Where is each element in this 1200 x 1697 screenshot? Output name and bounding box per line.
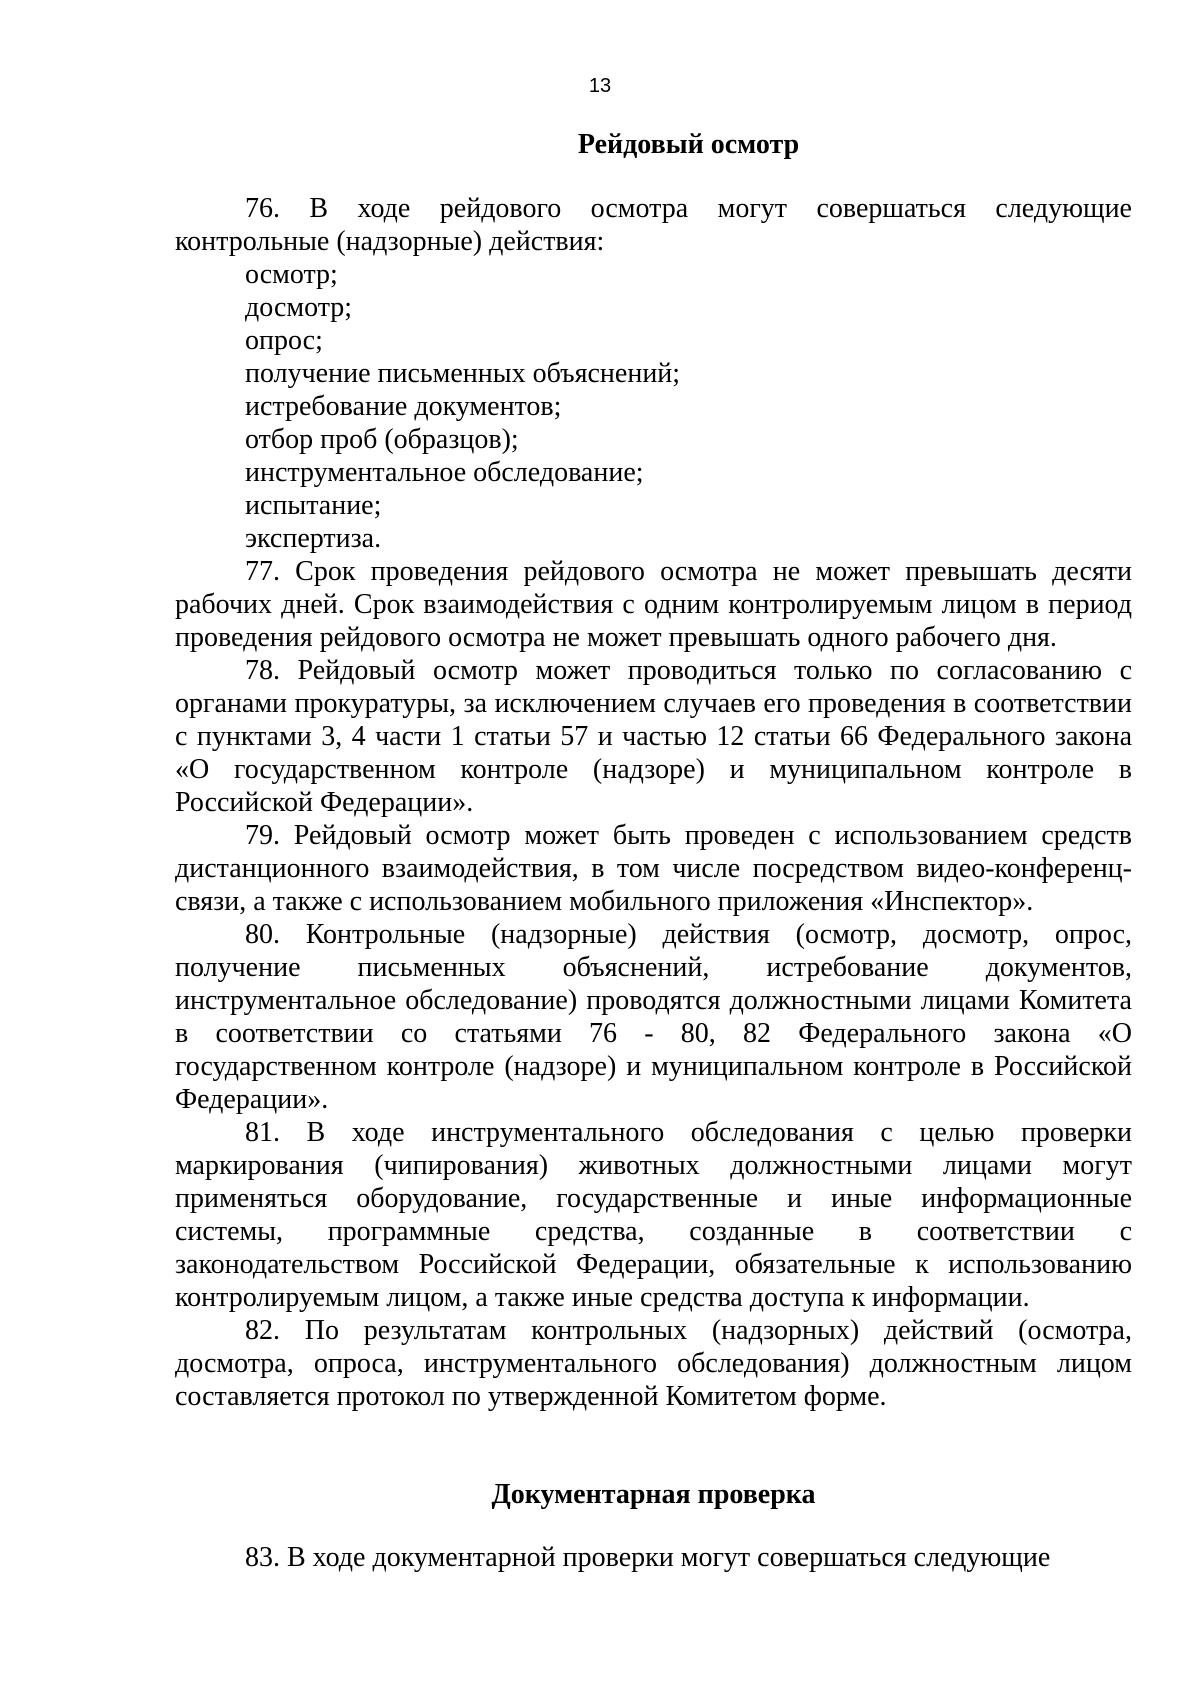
paragraph-76: 76. В ходе рейдового осмотра могут совершаться следующие контрольные (надзорные) действия: (175, 193, 1132, 257)
list-item: досмотр; (245, 292, 353, 323)
list-item: инструментальное обследование; (245, 457, 644, 488)
paragraph-77: 77. Срок проведения рейдового осмотра не может превышать десяти рабочих дней. Срок взаимодействия с одним контролируемым лицом в период проведения рейдового осмотра не может превышать одного рабочего дня. (175, 556, 1132, 653)
list-item: испытание; (245, 490, 382, 521)
paragraph-78: 78. Рейдовый осмотр может проводиться только по согласованию с органами прокуратуры, за исключением случаев его проведения в соответствии с пунктами 3, 4 части 1 статьи 57 и частью 12 статьи 66 Федерального закона «О государственном контроле (надзоре) и муниципальном контроле в Российской Федерации». (175, 655, 1132, 818)
list-item: истребование документов; (245, 391, 562, 422)
section-title-documentary-check: Документарная проверка (491, 1479, 816, 1510)
paragraph-80: 80. Контрольные (надзорные) действия (осмотр, досмотр, опрос, получение письменных объяснений, истребование документов, инструментальное обследование) проводятся должностными лицами Комитета в соответствии со статьями 76 - 80, 82 Федерального закона «О государственном контроле (надзоре) и муниципальном контроле в Российской Федерации». (175, 919, 1132, 1115)
page-number: 13 (588, 75, 612, 97)
section-title-raid-inspection: Рейдовый осмотр (577, 129, 800, 160)
paragraph-79: 79. Рейдовый осмотр может быть проведен с использованием средств дистанционного взаимодействия, в том числе посредством видео-конференц-связи, а также с использованием мобильного приложения «Инспектор». (175, 820, 1132, 917)
paragraph-81: 81. В ходе инструментального обследования с целью проверки маркирования (чипирования) животных должностными лицами могут применяться оборудование, государственные и иные информационные системы, программные средства, созданные в соответствии с законодательством Российской Федерации, обязательные к использованию контролируемым лицом, а также иные средства доступа к информации. (175, 1117, 1132, 1313)
paragraph-82: 82. По результатам контрольных (надзорных) действий (осмотра, досмотра, опроса, инструментального обследования) должностным лицом составляется протокол по утвержденной Комитетом форме. (175, 1315, 1132, 1412)
list-item: осмотр; (245, 259, 338, 290)
list-item: опрос; (245, 325, 323, 356)
section-body-documentary-check (175, 1541, 1132, 1574)
list-item: получение письменных объяснений; (245, 358, 681, 389)
list-item: экспертиза. (245, 523, 382, 554)
section-body-raid-inspection (175, 192, 1132, 1413)
paragraph-83: 83. В ходе документарной проверки могут совершаться следующие (245, 1542, 1051, 1573)
list-item: отбор проб (образцов); (245, 424, 519, 455)
